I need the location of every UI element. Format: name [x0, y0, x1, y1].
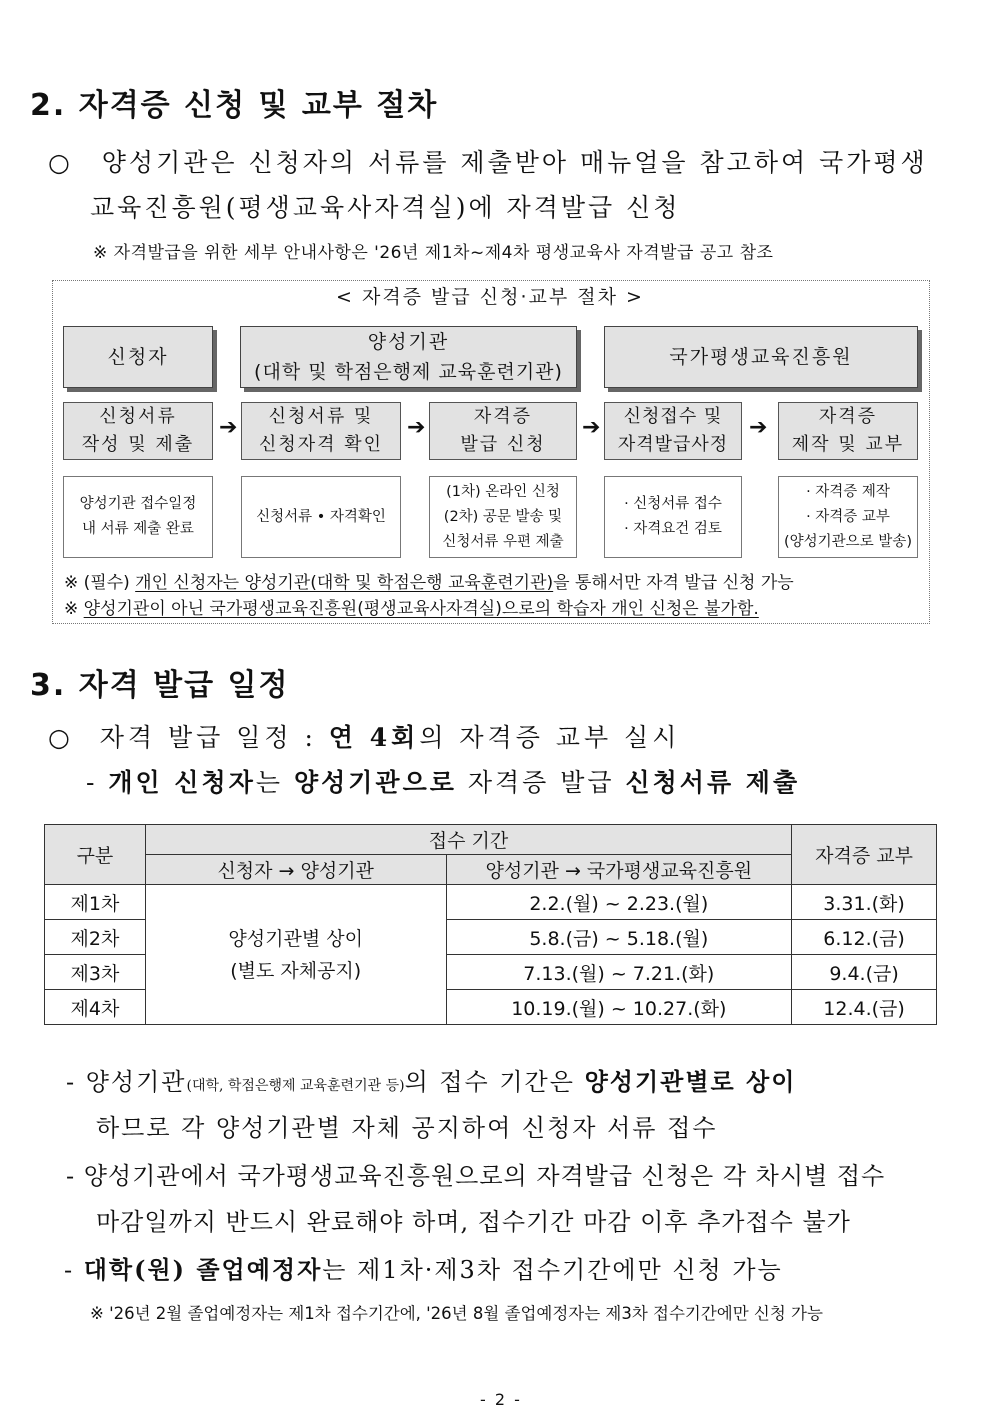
- note-1-a: 양성기관: [85, 1068, 187, 1096]
- step-4-line2: 자격발급사정: [617, 434, 729, 455]
- header-institution: [240, 326, 577, 388]
- desc-4-line1: · 신청서류 접수: [624, 496, 722, 512]
- step-1-line1: 신청서류: [99, 406, 177, 427]
- section-2-bullet: [48, 143, 928, 179]
- bullet-mark: ○: [48, 148, 73, 177]
- desc-1-line2: 내 서류 제출 완료: [82, 521, 194, 537]
- note-2-dash: -: [66, 1162, 76, 1190]
- step-5-line1: 자격증: [818, 406, 878, 427]
- bullet-mark: ○: [48, 723, 74, 752]
- sub-dash: -: [86, 768, 98, 797]
- period-cell: 2.2.(월) ~ 2.23.(월): [446, 885, 792, 920]
- header-institution-line1: 양성기관: [367, 331, 450, 353]
- page-number: - 2 -: [480, 1390, 522, 1409]
- desc-3: [429, 476, 577, 558]
- bullet-text-line1: 양성기관은 신청자의 서류를 제출받아 매뉴얼을 참고하여 국가평생: [101, 148, 928, 177]
- arrow-icon: ➔: [407, 415, 426, 440]
- round-cell: 제1차: [45, 885, 146, 920]
- note-3-sub: ※ '26년 2월 졸업예정자는 제1차 접수기간에, '26년 8월 졸업예정자는 제3차 접수기간에만 신청 가능: [90, 1304, 823, 1323]
- step-1: [63, 402, 213, 460]
- note-1: [66, 1062, 796, 1097]
- desc-5-line1: · 자격증 제작: [806, 483, 890, 500]
- header-period: 접수 기간: [145, 825, 791, 855]
- diagram-note-1-mark: ※ (필수): [64, 573, 130, 593]
- diagram-note-2-mark: ※: [64, 599, 79, 619]
- diagram-note-2-underlined: 양성기관이 아닌 국가평생교육진흥원(평생교육사자격실)으로의 학습자 개인 신청은 불가함.: [83, 599, 759, 619]
- sub-text-2: 자격증 발급: [467, 768, 615, 797]
- header-institution-to-agency: 양성기관 → 국가평생교육진흥원: [446, 855, 792, 885]
- note-3-rest: 는 제1차·제3차 접수기간에만 신청 가능: [322, 1256, 783, 1284]
- bullet-text-line2: 교육진흥원(평생교육사자격실)에 자격발급 신청: [90, 193, 681, 222]
- note-1-line2: 하므로 각 양성기관별 자체 공지하여 신청자 서류 접수: [96, 1114, 718, 1142]
- step-5-line2: 제작 및 교부: [791, 434, 905, 455]
- note-1-small: (대학, 학점은행제 교육훈련기관 등): [186, 1078, 405, 1094]
- round-cell: 제2차: [45, 920, 146, 955]
- desc-4: [604, 476, 742, 558]
- sub-bold-1: 개인 신청자: [108, 768, 256, 797]
- step-4: [604, 402, 742, 460]
- desc-5-line2: · 자격증 교부: [806, 508, 890, 525]
- round-cell: 제4차: [45, 990, 146, 1025]
- note-2: [66, 1156, 885, 1191]
- note-3: [64, 1250, 783, 1285]
- step-2: [241, 402, 401, 460]
- round-cell: 제3차: [45, 955, 146, 990]
- schedule-table: [44, 824, 937, 1025]
- process-diagram-title: < 자격증 발급 신청·교부 절차 >: [336, 286, 644, 308]
- section-2-note: ※ 자격발급을 위한 세부 안내사항은 '26년 제1차~제4차 평생교육사 자격발급 공고 참조: [93, 243, 774, 263]
- merged-line1: 양성기관별 상이: [228, 927, 363, 950]
- step-1-line2: 작성 및 제출: [81, 434, 195, 455]
- arrow-icon: ➔: [219, 415, 238, 440]
- header-delivery: 자격증 교부: [792, 825, 937, 885]
- note-2-line2: 마감일까지 반드시 완료해야 하며, 접수기간 마감 이후 추가접수 불가: [96, 1208, 851, 1236]
- header-applicant-to-institution: 신청자 → 양성기관: [145, 855, 446, 885]
- note-3-bold: 대학(원) 졸업예정자: [83, 1255, 323, 1284]
- sub-bold-3: 신청서류 제출: [625, 768, 801, 797]
- note-3-dash: -: [64, 1256, 75, 1284]
- step-2-line2: 신청자격 확인: [258, 434, 384, 455]
- sub-bold-2: 양성기관으로: [293, 768, 457, 797]
- desc-2: [241, 476, 401, 558]
- merged-line2: (별도 자체공지): [230, 959, 362, 982]
- period-cell: 7.13.(월) ~ 7.21.(화): [446, 955, 792, 990]
- section-2-heading: 2. 자격증 신청 및 교부 절차: [30, 88, 439, 123]
- header-institution-line2: (대학 및 학점은행제 교육훈련기관): [254, 361, 563, 383]
- table-row: [45, 885, 937, 920]
- delivery-cell: 9.4.(금): [792, 955, 937, 990]
- desc-5: [778, 476, 918, 558]
- note-1-bold: 양성기관별로 상이: [584, 1067, 797, 1096]
- header-applicant-label: 신청자: [107, 346, 169, 368]
- merged-period-cell: [145, 885, 446, 1025]
- step-5: [778, 402, 918, 460]
- diagram-note-1-rest: 을 통해서만 자격 발급 신청 가능: [553, 573, 794, 593]
- desc-3-line1: (1차) 온라인 신청: [446, 483, 560, 500]
- desc-2-text: 신청서류 • 자격확인: [256, 508, 386, 525]
- diagram-note-2: [64, 594, 759, 619]
- desc-1: [63, 476, 213, 558]
- step-3: [429, 402, 577, 460]
- desc-3-line3: 신청서류 우편 제출: [442, 533, 564, 550]
- header-agency: [604, 326, 918, 388]
- header-agency-label: 국가평생교육진흥원: [669, 346, 853, 368]
- step-4-line1: 신청접수 및: [623, 406, 723, 427]
- note-1-dash: -: [66, 1068, 77, 1096]
- desc-1-line1: 양성기관 접수일정: [79, 496, 197, 512]
- diagram-note-1: [64, 568, 794, 593]
- sub-text-1: 는: [255, 768, 284, 797]
- header-category: 구분: [45, 825, 146, 885]
- note-1-b: 의 접수 기간은: [404, 1068, 575, 1096]
- desc-5-line3: (양성기관으로 발송): [784, 533, 912, 550]
- bullet-suffix: 의 자격증 교부 실시: [419, 723, 681, 752]
- arrow-icon: ➔: [749, 415, 768, 440]
- delivery-cell: 6.12.(금): [792, 920, 937, 955]
- period-cell: 5.8.(금) ~ 5.18.(월): [446, 920, 792, 955]
- delivery-cell: 12.4.(금): [792, 990, 937, 1025]
- note-2-line1: 양성기관에서 국가평생교육진흥원으로의 자격발급 신청은 각 차시별 접수: [83, 1162, 886, 1190]
- step-3-line2: 발급 신청: [460, 434, 546, 455]
- section-3-heading: 3. 자격 발급 일정: [30, 668, 290, 703]
- bullet-prefix: 자격 발급 일정 :: [99, 723, 317, 752]
- section-3-sub: [86, 763, 800, 799]
- diagram-note-1-underlined: 개인 신청자는 양성기관(대학 및 학점은행 교육훈련기관): [135, 573, 554, 593]
- section-3-bullet: [48, 718, 680, 754]
- arrow-icon: ➔: [582, 415, 601, 440]
- period-cell: 10.19.(월) ~ 10.27.(화): [446, 990, 792, 1025]
- step-3-line1: 자격증: [473, 406, 533, 427]
- header-applicant: [63, 326, 213, 388]
- desc-4-line2: · 자격요건 검토: [624, 521, 722, 537]
- delivery-cell: 3.31.(화): [792, 885, 937, 920]
- step-2-line1: 신청서류 및: [268, 406, 374, 427]
- desc-3-line2: (2차) 공문 발송 및: [443, 508, 563, 525]
- bullet-bold: 연 4회: [328, 723, 420, 752]
